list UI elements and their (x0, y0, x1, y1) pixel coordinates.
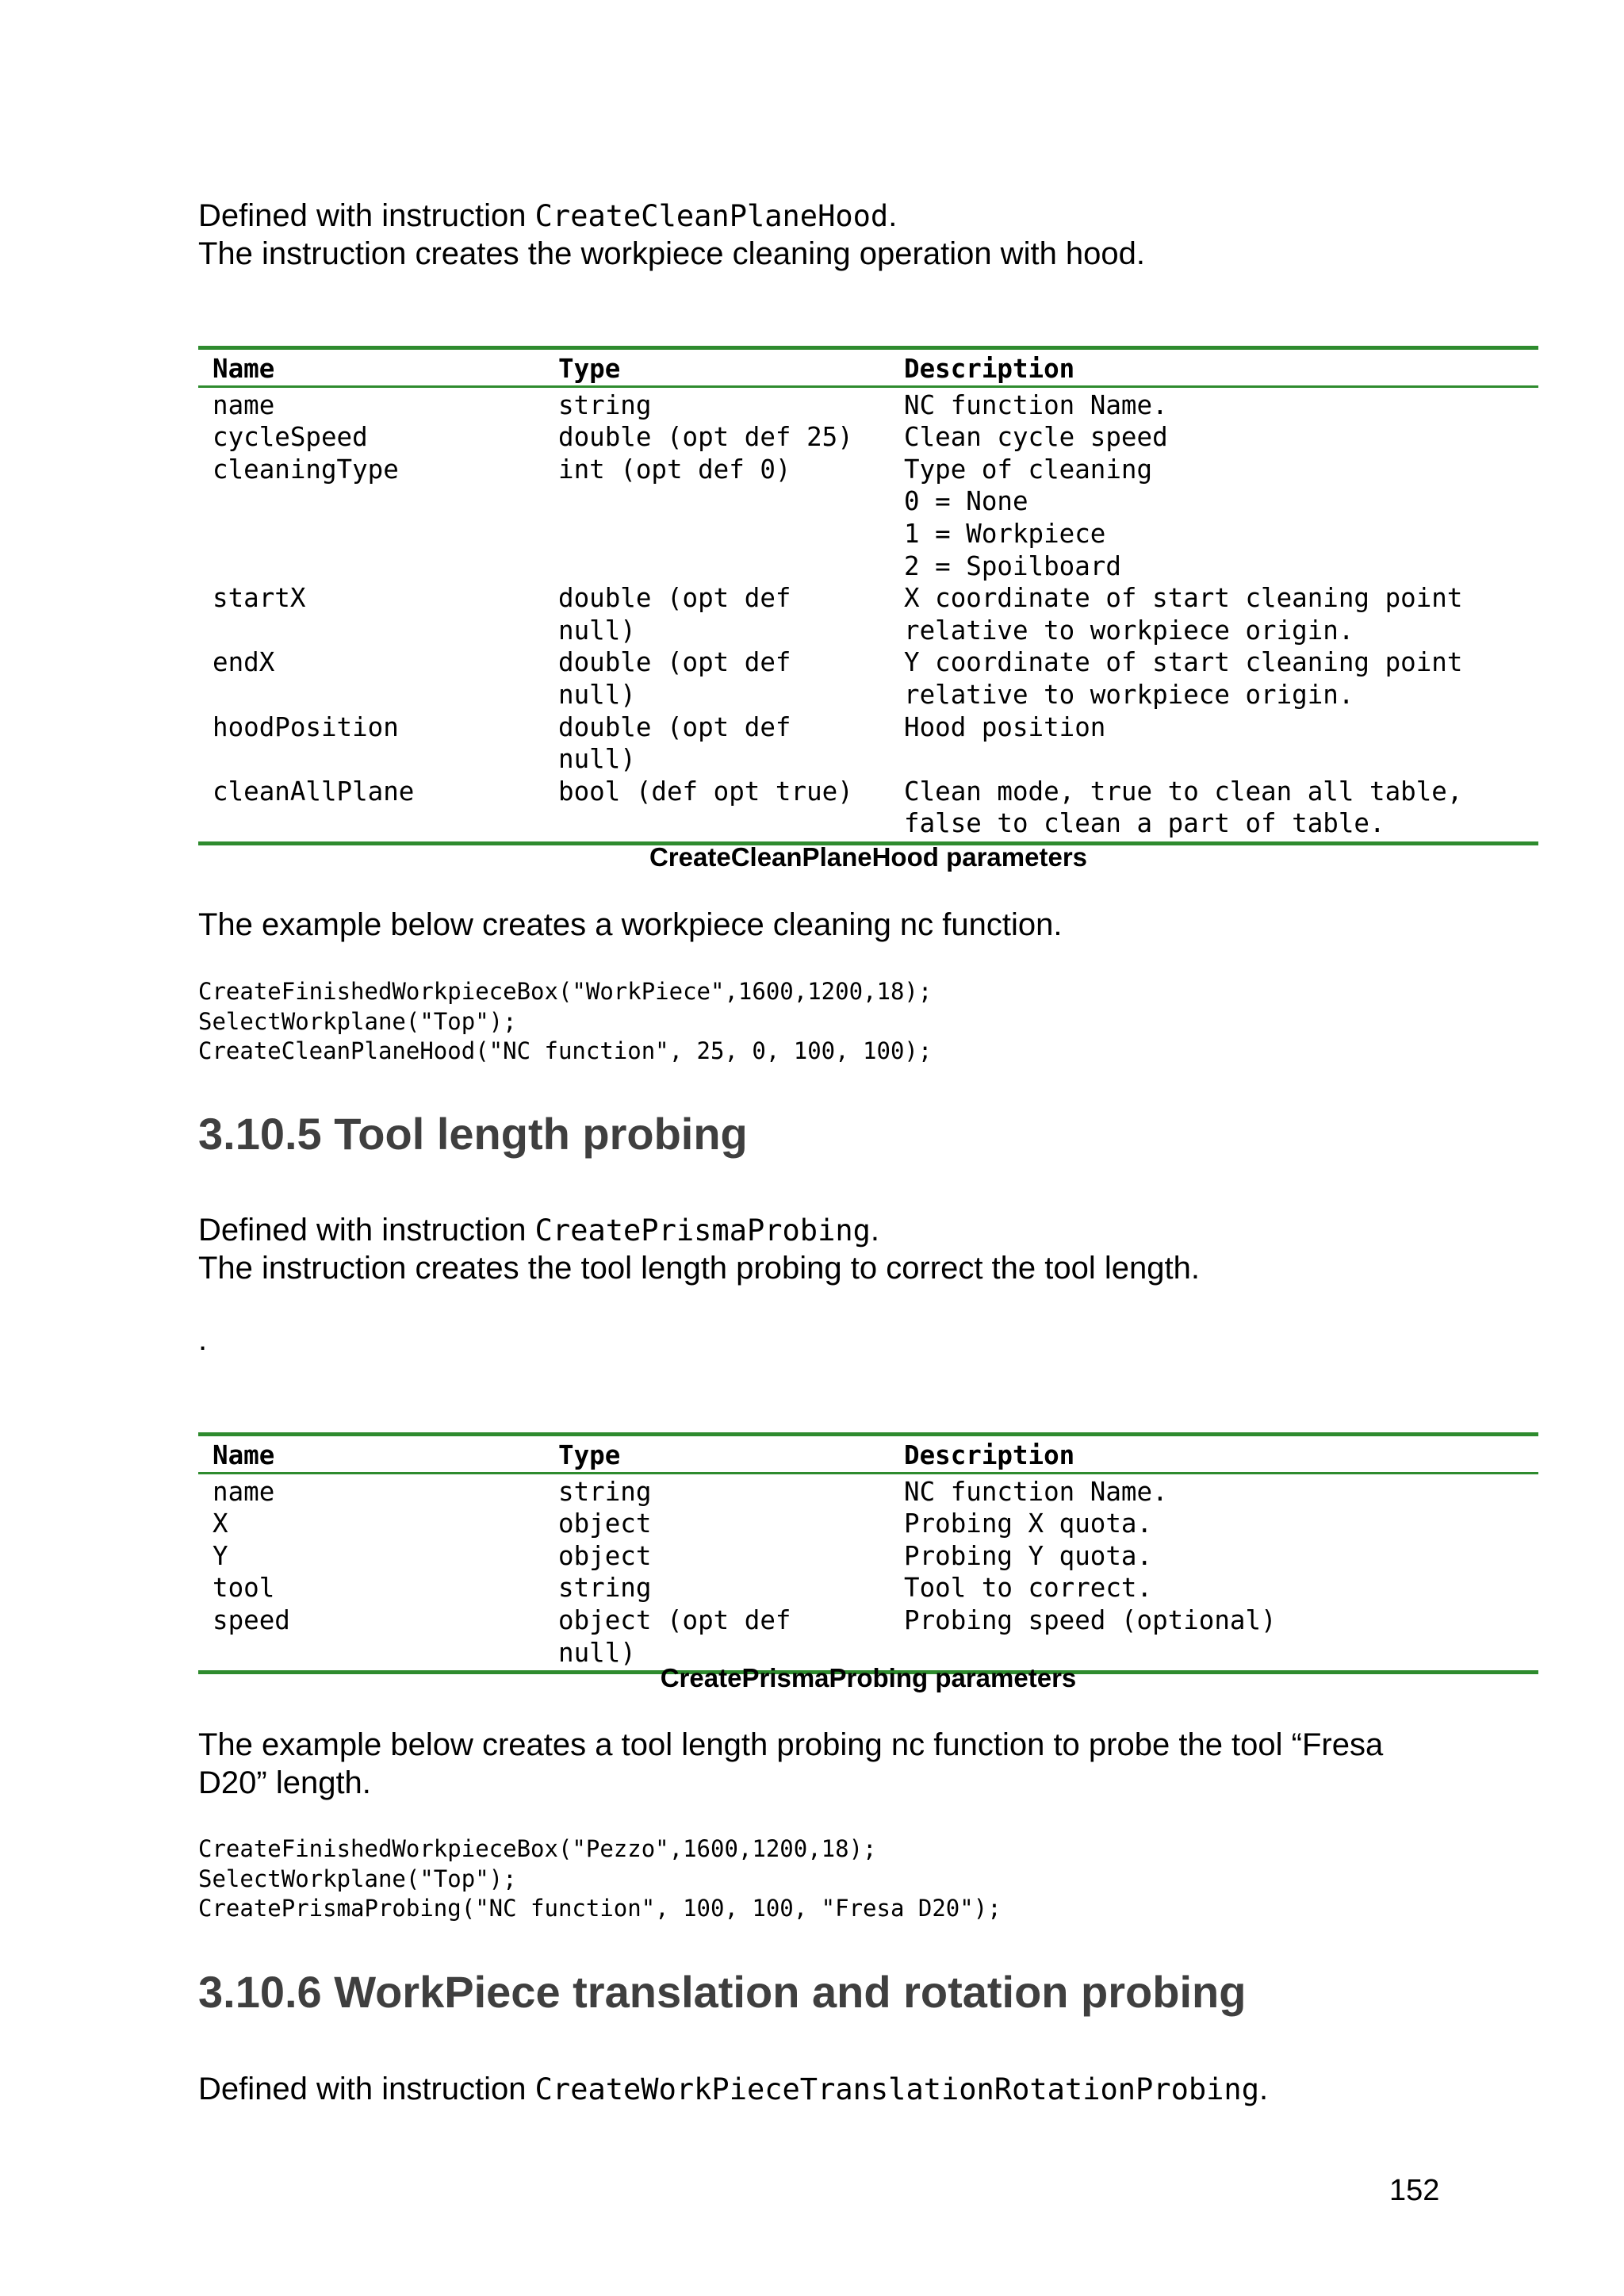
code-line: CreatePrismaProbing("NC function", 100, 100, "Fresa D20"); (198, 1895, 1002, 1922)
intro-paragraph (198, 1211, 879, 1250)
example-intro-line: D20” length. (198, 1765, 371, 1800)
param-name: name (213, 389, 275, 420)
param-name: Y (213, 1540, 228, 1571)
table-caption: CreateCleanPlaneHood parameters (649, 842, 1088, 872)
table-row (198, 711, 1538, 776)
param-description: Probing Y quota. (904, 1540, 1153, 1571)
param-type: object (558, 1508, 652, 1539)
param-name: endX (213, 647, 275, 678)
table-row (198, 421, 1538, 454)
param-type: object (opt def null) (544, 1604, 890, 1673)
param-description: Type of cleaning 0 = None 1 = Workpiece 2 = Spoilboard (904, 454, 1153, 581)
instruction-code: CreateWorkPieceTranslationRotationProbing (534, 2072, 1259, 2106)
param-name: hoodPosition (213, 711, 399, 742)
param-name: name (213, 1476, 275, 1507)
param-type: double (opt def null) (558, 711, 791, 775)
param-name: X (213, 1508, 228, 1539)
table-row (198, 1473, 1538, 1508)
page-number: 152 (1389, 2174, 1440, 2207)
table-row (198, 776, 1538, 844)
header-description: Description (890, 1435, 1538, 1474)
instruction-code: CreateCleanPlaneHood (534, 199, 889, 233)
table-header-row (198, 1435, 1538, 1474)
table-row (198, 1572, 1538, 1604)
stray-dot: . (198, 1322, 208, 1357)
header-name: Name (198, 348, 544, 387)
param-type: object (558, 1540, 652, 1571)
code-example (198, 977, 932, 1067)
table-row (198, 646, 1538, 711)
header-type: Type (544, 348, 890, 387)
table-header-row (198, 348, 1538, 387)
instruction-description: The instruction creates the tool length probing to correct the tool length. (198, 1251, 1200, 1286)
param-description: NC function Name. (904, 1476, 1168, 1507)
param-description: Hood position (904, 711, 1106, 742)
section-heading: 3.10.5 Tool length probing (198, 1109, 748, 1159)
code-example (198, 1834, 1002, 1924)
intro-prefix: Defined with instruction (198, 198, 535, 233)
intro-suffix: . (888, 198, 898, 233)
intro-paragraph (198, 2070, 1268, 2109)
intro-paragraph (198, 197, 897, 236)
table-row (198, 1508, 1538, 1540)
table-caption: CreatePrismaProbing parameters (660, 1663, 1077, 1692)
param-description: X coordinate of start cleaning point relative to workpiece origin. (904, 583, 1463, 646)
param-type: double (opt def null) (558, 647, 791, 710)
instruction-description: The instruction creates the workpiece cleaning operation with hood. (198, 236, 1146, 271)
header-type: Type (544, 1435, 890, 1474)
param-description: Tool to correct. (904, 1573, 1153, 1604)
param-description: Probing speed (optional) (890, 1604, 1538, 1673)
param-description: NC function Name. (904, 389, 1168, 420)
intro-prefix: Defined with instruction (198, 2072, 535, 2106)
parameters-table (198, 346, 1538, 845)
param-description: Clean mode, true to clean all table, false to clean a part of table. (890, 776, 1538, 844)
intro-prefix: Defined with instruction (198, 1213, 535, 1248)
code-line: CreateCleanPlaneHood("NC function", 25, 0, 100, 100); (198, 1037, 933, 1064)
section-heading: 3.10.6 WorkPiece translation and rotation probing (198, 1967, 1247, 2017)
header-description: Description (890, 348, 1538, 387)
intro-suffix: . (870, 1213, 880, 1248)
param-type: int (opt def 0) (558, 454, 791, 485)
param-type: bool (def opt true) (544, 776, 890, 844)
header-name: Name (198, 1435, 544, 1474)
param-description: Probing X quota. (904, 1508, 1153, 1539)
param-description: Clean cycle speed (904, 422, 1168, 453)
param-name: cycleSpeed (213, 422, 368, 453)
table-row (198, 1540, 1538, 1573)
code-line: SelectWorkplane("Top"); (198, 1007, 517, 1035)
param-name: cleaningType (213, 454, 399, 485)
param-name: speed (198, 1604, 544, 1673)
table-row (198, 582, 1538, 646)
instruction-code: CreatePrismaProbing (534, 1213, 871, 1248)
param-name: startX (213, 583, 306, 614)
param-type: string (558, 1573, 652, 1604)
parameters-table (198, 1432, 1538, 1674)
code-line: SelectWorkplane("Top"); (198, 1865, 517, 1892)
table-row (198, 454, 1538, 582)
code-line: CreateFinishedWorkpieceBox("WorkPiece",1600,1200,18); (198, 978, 933, 1005)
param-description: Y coordinate of start cleaning point relative to workpiece origin. (904, 647, 1463, 710)
param-name: cleanAllPlane (198, 776, 544, 844)
table-row (198, 386, 1538, 421)
example-intro: The example below creates a workpiece cleaning nc function. (198, 907, 1063, 942)
param-name: tool (213, 1573, 275, 1604)
example-intro-line: The example below creates a tool length probing nc function to probe the tool “Fresa (198, 1727, 1384, 1762)
param-type: string (558, 389, 652, 420)
code-line: CreateFinishedWorkpieceBox("Pezzo",1600,1200,18); (198, 1835, 877, 1862)
intro-suffix: . (1258, 2072, 1269, 2106)
param-type: double (opt def 25) (558, 422, 853, 453)
param-type: double (opt def null) (558, 583, 791, 646)
param-type: string (558, 1476, 652, 1507)
